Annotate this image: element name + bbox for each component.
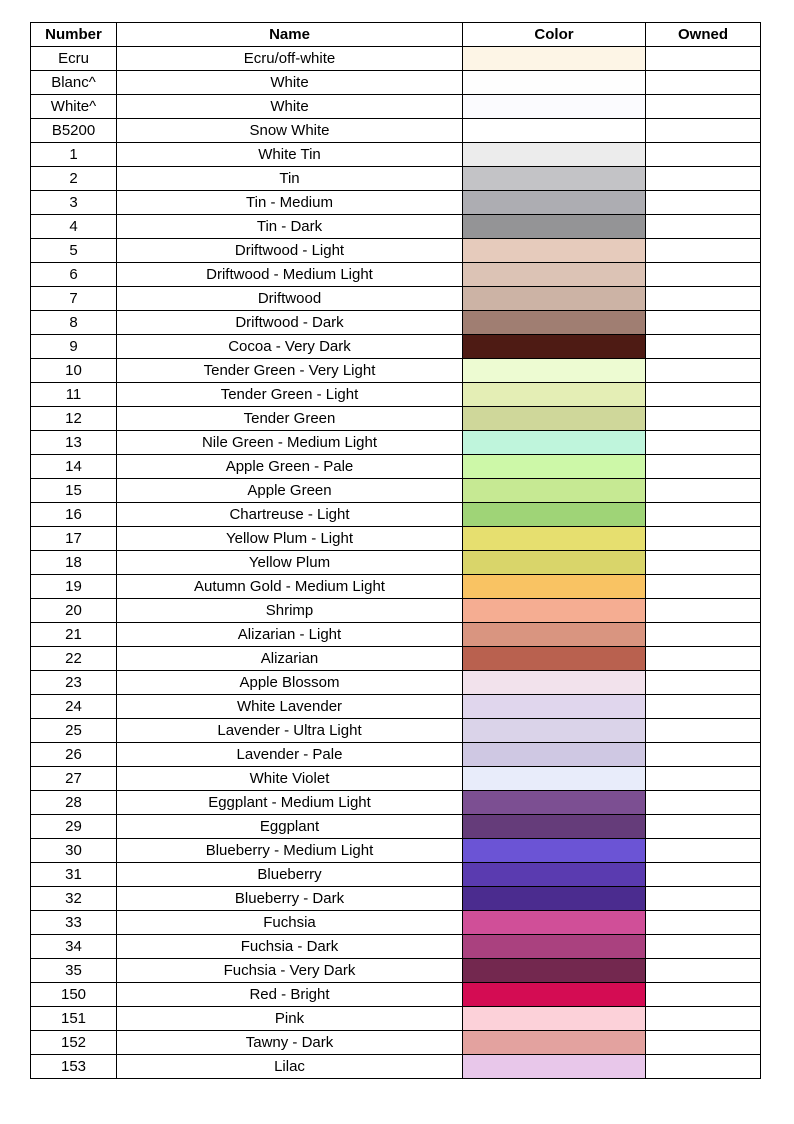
floss-name: Cocoa - Very Dark [117, 335, 463, 359]
floss-name: Driftwood - Dark [117, 311, 463, 335]
table-row [31, 215, 761, 239]
table-row [31, 455, 761, 479]
floss-name: Autumn Gold - Medium Light [117, 575, 463, 599]
color-swatch [463, 383, 646, 407]
header-name: Name [117, 23, 463, 47]
color-swatch [463, 359, 646, 383]
table-row [31, 239, 761, 263]
owned-cell[interactable] [646, 671, 761, 695]
floss-name: Alizarian [117, 647, 463, 671]
owned-cell[interactable] [646, 263, 761, 287]
owned-cell[interactable] [646, 1055, 761, 1079]
color-swatch [463, 887, 646, 911]
floss-name: Tender Green [117, 407, 463, 431]
floss-name: Eggplant - Medium Light [117, 791, 463, 815]
floss-number: 5 [31, 239, 117, 263]
table-row [31, 887, 761, 911]
header-color: Color [463, 23, 646, 47]
floss-name: Lavender - Pale [117, 743, 463, 767]
floss-number: 28 [31, 791, 117, 815]
floss-number: 8 [31, 311, 117, 335]
owned-cell[interactable] [646, 767, 761, 791]
color-swatch [463, 527, 646, 551]
owned-cell[interactable] [646, 815, 761, 839]
table-row [31, 671, 761, 695]
owned-cell[interactable] [646, 119, 761, 143]
table-row [31, 359, 761, 383]
floss-color-table [30, 22, 761, 1079]
owned-cell[interactable] [646, 239, 761, 263]
floss-name: Tender Green - Very Light [117, 359, 463, 383]
floss-name: Tawny - Dark [117, 1031, 463, 1055]
floss-number: Blanc^ [31, 71, 117, 95]
owned-cell[interactable] [646, 551, 761, 575]
floss-number: 15 [31, 479, 117, 503]
floss-name: Tender Green - Light [117, 383, 463, 407]
floss-number: 14 [31, 455, 117, 479]
table-row [31, 959, 761, 983]
header-owned: Owned [646, 23, 761, 47]
owned-cell[interactable] [646, 911, 761, 935]
table-row [31, 119, 761, 143]
color-swatch [463, 119, 646, 143]
table-row [31, 911, 761, 935]
color-swatch [463, 671, 646, 695]
owned-cell[interactable] [646, 791, 761, 815]
table-row [31, 743, 761, 767]
table-row [31, 647, 761, 671]
floss-number: 26 [31, 743, 117, 767]
floss-number: 6 [31, 263, 117, 287]
owned-cell[interactable] [646, 479, 761, 503]
table-row [31, 383, 761, 407]
table-row [31, 191, 761, 215]
floss-number: 18 [31, 551, 117, 575]
color-swatch [463, 167, 646, 191]
table-row [31, 407, 761, 431]
color-swatch [463, 551, 646, 575]
color-swatch [463, 935, 646, 959]
color-swatch [463, 983, 646, 1007]
floss-number: 10 [31, 359, 117, 383]
color-swatch [463, 959, 646, 983]
floss-name: Tin - Dark [117, 215, 463, 239]
color-swatch [463, 791, 646, 815]
color-swatch [463, 239, 646, 263]
owned-cell[interactable] [646, 743, 761, 767]
table-row [31, 167, 761, 191]
floss-name: White Tin [117, 143, 463, 167]
floss-number: 153 [31, 1055, 117, 1079]
color-swatch [463, 47, 646, 71]
table-row [31, 311, 761, 335]
floss-name: Driftwood - Medium Light [117, 263, 463, 287]
floss-number: 13 [31, 431, 117, 455]
header-row [31, 23, 761, 47]
floss-number: Ecru [31, 47, 117, 71]
color-swatch [463, 839, 646, 863]
floss-number: 19 [31, 575, 117, 599]
color-swatch [463, 335, 646, 359]
floss-number: B5200 [31, 119, 117, 143]
table-row [31, 551, 761, 575]
owned-cell[interactable] [646, 95, 761, 119]
floss-number: 34 [31, 935, 117, 959]
owned-cell[interactable] [646, 719, 761, 743]
floss-number: 17 [31, 527, 117, 551]
floss-number: 30 [31, 839, 117, 863]
table-row [31, 767, 761, 791]
owned-cell[interactable] [646, 623, 761, 647]
color-swatch [463, 287, 646, 311]
table-row [31, 143, 761, 167]
color-swatch [463, 911, 646, 935]
owned-cell[interactable] [646, 47, 761, 71]
color-swatch [463, 1007, 646, 1031]
color-swatch [463, 143, 646, 167]
floss-name: Lilac [117, 1055, 463, 1079]
color-swatch [463, 95, 646, 119]
floss-name: Eggplant [117, 815, 463, 839]
owned-cell[interactable] [646, 935, 761, 959]
floss-number: 22 [31, 647, 117, 671]
owned-cell[interactable] [646, 215, 761, 239]
owned-cell[interactable] [646, 1031, 761, 1055]
floss-name: Ecru/off-white [117, 47, 463, 71]
owned-cell[interactable] [646, 983, 761, 1007]
table-row [31, 527, 761, 551]
floss-number: 9 [31, 335, 117, 359]
color-swatch [463, 695, 646, 719]
floss-number: 12 [31, 407, 117, 431]
color-swatch [463, 431, 646, 455]
owned-cell[interactable] [646, 575, 761, 599]
owned-cell[interactable] [646, 335, 761, 359]
color-swatch [463, 647, 646, 671]
floss-number: 31 [31, 863, 117, 887]
floss-name: Yellow Plum - Light [117, 527, 463, 551]
table-row [31, 695, 761, 719]
table-row [31, 599, 761, 623]
floss-name: Nile Green - Medium Light [117, 431, 463, 455]
owned-cell[interactable] [646, 143, 761, 167]
table-row [31, 983, 761, 1007]
table-header [31, 23, 761, 47]
table-row [31, 287, 761, 311]
color-swatch [463, 407, 646, 431]
table-row [31, 935, 761, 959]
table-row [31, 575, 761, 599]
owned-cell[interactable] [646, 383, 761, 407]
color-swatch [463, 743, 646, 767]
floss-name: Chartreuse - Light [117, 503, 463, 527]
table-row [31, 791, 761, 815]
owned-cell[interactable] [646, 839, 761, 863]
color-swatch [463, 503, 646, 527]
floss-name: White Violet [117, 767, 463, 791]
floss-number: 16 [31, 503, 117, 527]
floss-name: Tin - Medium [117, 191, 463, 215]
table-row [31, 503, 761, 527]
owned-cell[interactable] [646, 407, 761, 431]
floss-number: 35 [31, 959, 117, 983]
owned-cell[interactable] [646, 527, 761, 551]
floss-number: 24 [31, 695, 117, 719]
table-row [31, 839, 761, 863]
color-swatch [463, 455, 646, 479]
owned-cell[interactable] [646, 455, 761, 479]
floss-name: White [117, 95, 463, 119]
floss-name: Driftwood [117, 287, 463, 311]
color-swatch [463, 263, 646, 287]
table-row [31, 335, 761, 359]
table-row [31, 263, 761, 287]
color-swatch [463, 599, 646, 623]
table-row [31, 863, 761, 887]
floss-number: 4 [31, 215, 117, 239]
color-swatch [463, 767, 646, 791]
floss-name: Snow White [117, 119, 463, 143]
floss-name: White [117, 71, 463, 95]
color-swatch [463, 215, 646, 239]
color-swatch [463, 863, 646, 887]
color-swatch [463, 71, 646, 95]
floss-name: Blueberry - Medium Light [117, 839, 463, 863]
floss-number: 33 [31, 911, 117, 935]
floss-name: Lavender - Ultra Light [117, 719, 463, 743]
table-row [31, 623, 761, 647]
owned-cell[interactable] [646, 167, 761, 191]
floss-name: Pink [117, 1007, 463, 1031]
floss-name: Yellow Plum [117, 551, 463, 575]
color-swatch [463, 719, 646, 743]
owned-cell[interactable] [646, 863, 761, 887]
owned-cell[interactable] [646, 599, 761, 623]
owned-cell[interactable] [646, 503, 761, 527]
table-row [31, 1055, 761, 1079]
table-row [31, 47, 761, 71]
floss-number: White^ [31, 95, 117, 119]
floss-number: 152 [31, 1031, 117, 1055]
color-swatch [463, 815, 646, 839]
table-row [31, 1007, 761, 1031]
floss-number: 151 [31, 1007, 117, 1031]
floss-number: 1 [31, 143, 117, 167]
floss-name: Shrimp [117, 599, 463, 623]
floss-name: Red - Bright [117, 983, 463, 1007]
floss-number: 11 [31, 383, 117, 407]
table-body [31, 47, 761, 1079]
floss-name: Driftwood - Light [117, 239, 463, 263]
floss-name: Blueberry - Dark [117, 887, 463, 911]
floss-name: Apple Green [117, 479, 463, 503]
floss-name: Fuchsia [117, 911, 463, 935]
table-row [31, 479, 761, 503]
floss-number: 25 [31, 719, 117, 743]
owned-cell[interactable] [646, 287, 761, 311]
floss-name: Apple Blossom [117, 671, 463, 695]
table-row [31, 95, 761, 119]
floss-name: Alizarian - Light [117, 623, 463, 647]
floss-number: 23 [31, 671, 117, 695]
table-row [31, 431, 761, 455]
color-swatch [463, 575, 646, 599]
floss-number: 29 [31, 815, 117, 839]
owned-cell[interactable] [646, 959, 761, 983]
floss-name: Apple Green - Pale [117, 455, 463, 479]
floss-number: 27 [31, 767, 117, 791]
floss-name: Blueberry [117, 863, 463, 887]
color-swatch [463, 1055, 646, 1079]
color-swatch [463, 479, 646, 503]
table-row [31, 1031, 761, 1055]
owned-cell[interactable] [646, 647, 761, 671]
owned-cell[interactable] [646, 887, 761, 911]
header-number: Number [31, 23, 117, 47]
floss-name: Fuchsia - Dark [117, 935, 463, 959]
floss-number: 3 [31, 191, 117, 215]
color-swatch [463, 1031, 646, 1055]
floss-number: 150 [31, 983, 117, 1007]
owned-cell[interactable] [646, 695, 761, 719]
floss-number: 7 [31, 287, 117, 311]
table-row [31, 815, 761, 839]
color-swatch [463, 311, 646, 335]
table-row [31, 719, 761, 743]
floss-number: 20 [31, 599, 117, 623]
owned-cell[interactable] [646, 1007, 761, 1031]
table-row [31, 71, 761, 95]
owned-cell[interactable] [646, 431, 761, 455]
owned-cell[interactable] [646, 311, 761, 335]
floss-number: 32 [31, 887, 117, 911]
floss-number: 2 [31, 167, 117, 191]
floss-name: White Lavender [117, 695, 463, 719]
owned-cell[interactable] [646, 359, 761, 383]
floss-name: Tin [117, 167, 463, 191]
floss-number: 21 [31, 623, 117, 647]
floss-name: Fuchsia - Very Dark [117, 959, 463, 983]
color-swatch [463, 623, 646, 647]
owned-cell[interactable] [646, 71, 761, 95]
color-swatch [463, 191, 646, 215]
owned-cell[interactable] [646, 191, 761, 215]
